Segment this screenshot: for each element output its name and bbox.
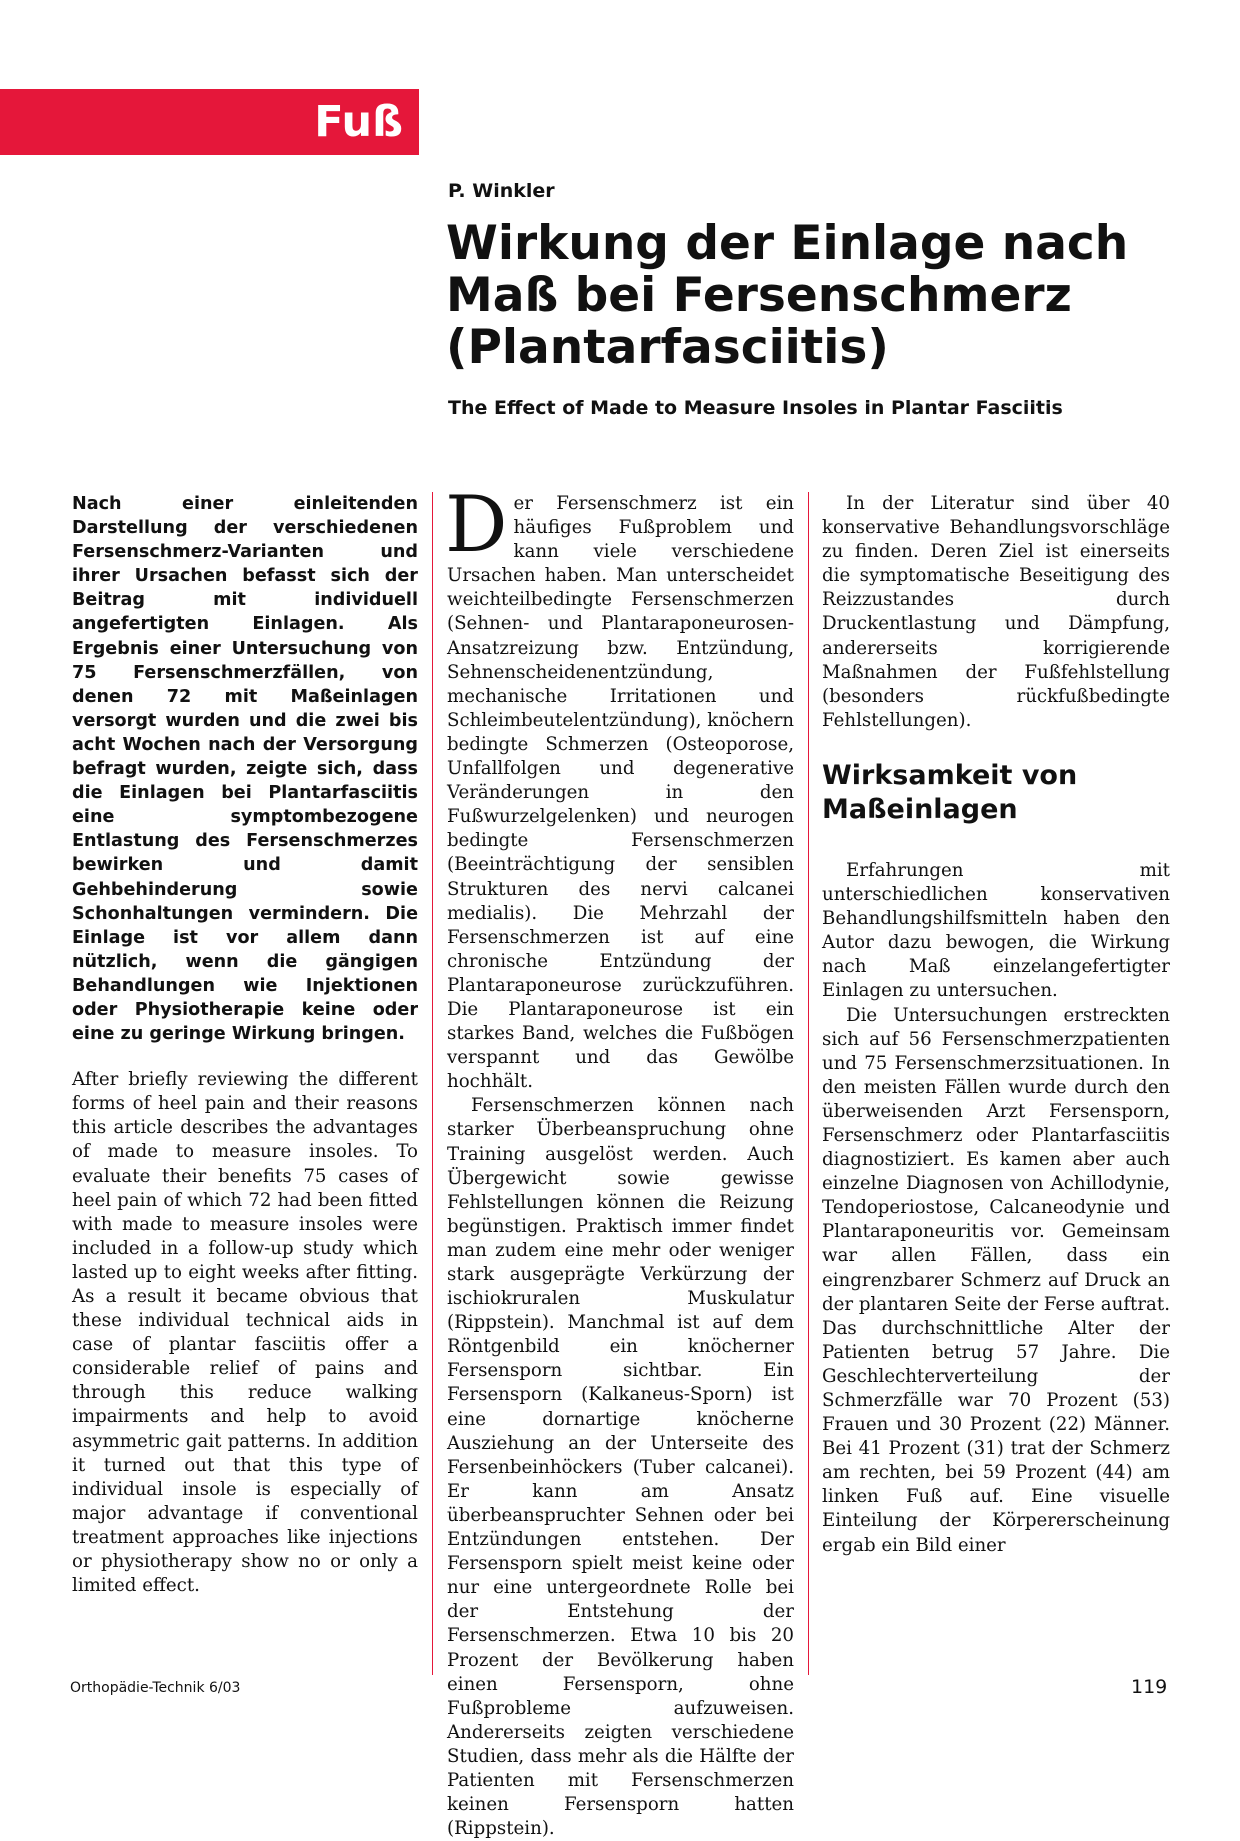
body-paragraph-1-text: er Fersenschmerz ist ein häufiges Fußproblem und kann viele verschiedene Ursachen haben. Man unterscheidet weichteilbedingte Fersenschmerzen (Sehnen- und Plantaraponeurosen-Ansatzreizung bzw. Entzündung, Sehnenscheidenentzündung, mechanische Irritationen und Schleimbeutelentzündung), knöchern bedingte Schmerzen (Osteoporose, Unfallfolgen und degenerative Veränderungen in den Fußwurzelgelenken) und neurogen bedingte Fersenschmerzen (Beeinträchtigung der sensiblen Strukturen des nervi calcanei medialis). Die Mehrzahl der Fersenschmerzen ist auf eine chronische Entzündung der Plantaraponeurose zurückzuführen. Die Plantaraponeurose ist ein starkes Band, welches die Fußbögen verspannt und das Gewölbe hochhält. <box>447 493 794 1093</box>
abstract-english: After briefly reviewing the different forms of heel pain and their reasons this article describes the advantages of made to measure insoles. To evaluate their benefits 75 cases of heel pain of which 72 had been fitted with made to measure insoles were included in a follow-up study which lasted up to eight weeks after fitting. As a result it became obvious that these individual technical aids in case of plantar fasciitis offer a considerable relief of pains and through this reduce walking impairments and help to avoid asymmetric gait patterns. In addition it turned out that this type of individual insole is especially of major advantage if conventional treatment approaches like injections or physiotherapy show no or only a limited effect. <box>72 1069 418 1597</box>
body-paragraph-3: In der Literatur sind über 40 konservative Behandlungsvorschläge zu finden. Deren Ziel ist einerseits die symptomatische Beseitigung des Reizzustandes durch Druckentlastung und Dämpfung, andererseits korrigierende Maßnahmen der Fußfehlstellung (besonders rückfußbedingte Fehlstellungen). <box>822 493 1170 731</box>
author: P. Winkler <box>448 180 555 202</box>
body-paragraph-5: Die Untersuchungen erstreckten sich auf 56 Fersenschmerzpatienten und 75 Fersenschmerzsituationen. In den meisten Fällen wurde durch den überweisenden Arzt Fersensporn, Fersenschmerz oder Plantarfasciitis diagnostiziert. Es kamen aber auch einzelne Diagnosen von Achillodynie, Tendoperiostose, Calcaneodynie und Plantaraponeuritis vor. Gemeinsam war allen Fällen, dass ein eingrenzbarer Schmerz auf Druck an der plantaren Seite der Ferse auftrat. Das durchschnittliche Alter der Patienten betrug 57 Jahre. Die Geschlechterverteilung der Schmerzfälle war 70 Prozent (53) Frauen und 30 Prozent (22) Männer. Bei 41 Prozent (31) trat der Schmerz am rechten, bei 59 Prozent (44) am linken Fuß auf. Eine visuelle Einteilung der Körpererscheinung ergab ein Bild einer <box>822 1004 1170 1556</box>
body-column-2 <box>445 480 794 1841</box>
section-label: Fuß <box>314 97 403 147</box>
column-divider-1 <box>432 492 433 1675</box>
section-band <box>0 89 419 155</box>
body-paragraph-2: Fersenschmerzen können nach starker Überbeanspruchung ohne Training ausgelöst werden. Auch Übergewicht sowie gewisse Fehlstellungen können die Reizung begünstigen. Praktisch immer findet man zudem eine mehr oder weniger stark ausgeprägte Verkürzung der ischiokruralen Muskulatur (Rippstein). Manchmal ist auf dem Röntgenbild ein knöcherner Fersensporn sichtbar. Ein Fersensporn (Kalkaneus-Sporn) ist eine dornartige knöcherne Ausziehung an der Unterseite des Fersenbeinhöckers (Tuber calcanei). Er kann am Ansatz überbeanspruchter Sehnen oder bei Entzündungen entstehen. Der Fersensporn spielt meist keine oder nur eine untergeordnete Rolle bei der Entstehung der Fersenschmerzen. Etwa 10 bis 20 Prozent der Bevölkerung haben einen Fersensporn, ohne Fußprobleme aufzuweisen. Andererseits zeigten verschiedene Studien, dass mehr als die Hälfte der Patienten mit Fersenschmerzen keinen Fersensporn hatten (Rippstein). <box>447 1095 794 1840</box>
page-number: 119 <box>1131 1676 1168 1698</box>
article-subtitle: The Effect of Made to Measure Insoles in Plantar Fasciitis <box>448 397 1063 419</box>
body-column-3-content <box>822 492 1170 1558</box>
abstract-german: Nach einer einleitenden Darstellung der verschiedenen Fersenschmerz-Varianten und ihrer Ursachen befasst sich der Beitrag mit individuell angefertigten Einlagen. Als Ergebnis einer Untersuchung von 75 Fersenschmerzfällen, von denen 72 mit Maßeinlagen versorgt wurden und die zwei bis acht Wochen nach der Versorgung befragt wurden, zeigte sich, dass die Einlagen bei Plantarfasciitis eine symptombezogene Entlastung des Fersenschmerzes bewirken und damit Gehbehinderung sowie Schonhaltungen vermindern. Die Einlage ist vor allem dann nützlich, wenn die gängigen Behandlungen wie Injektionen oder Physiotherapie keine oder eine zu geringe Wirkung bringen. <box>72 494 418 1045</box>
drop-cap: D <box>445 480 508 570</box>
section-heading: Wirksamkeit von Maßeinlagen <box>822 759 1078 825</box>
journal-footer: Orthopädie-Technik 6/03 <box>70 1680 241 1696</box>
abstract-column <box>72 492 418 1598</box>
article-title: Wirkung der Einlage nach Maß bei Fersenschmerz (Plantarfasciitis) <box>446 216 1129 375</box>
body-paragraph-4: Erfahrungen mit unterschiedlichen konservativen Behandlungshilfsmitteln haben den Autor dazu bewogen, die Wirkung nach Maß einzelangefertigter Einlagen zu untersuchen. <box>822 859 1170 1002</box>
body-paragraph-1 <box>445 480 794 1094</box>
column-divider-2 <box>808 492 809 1675</box>
